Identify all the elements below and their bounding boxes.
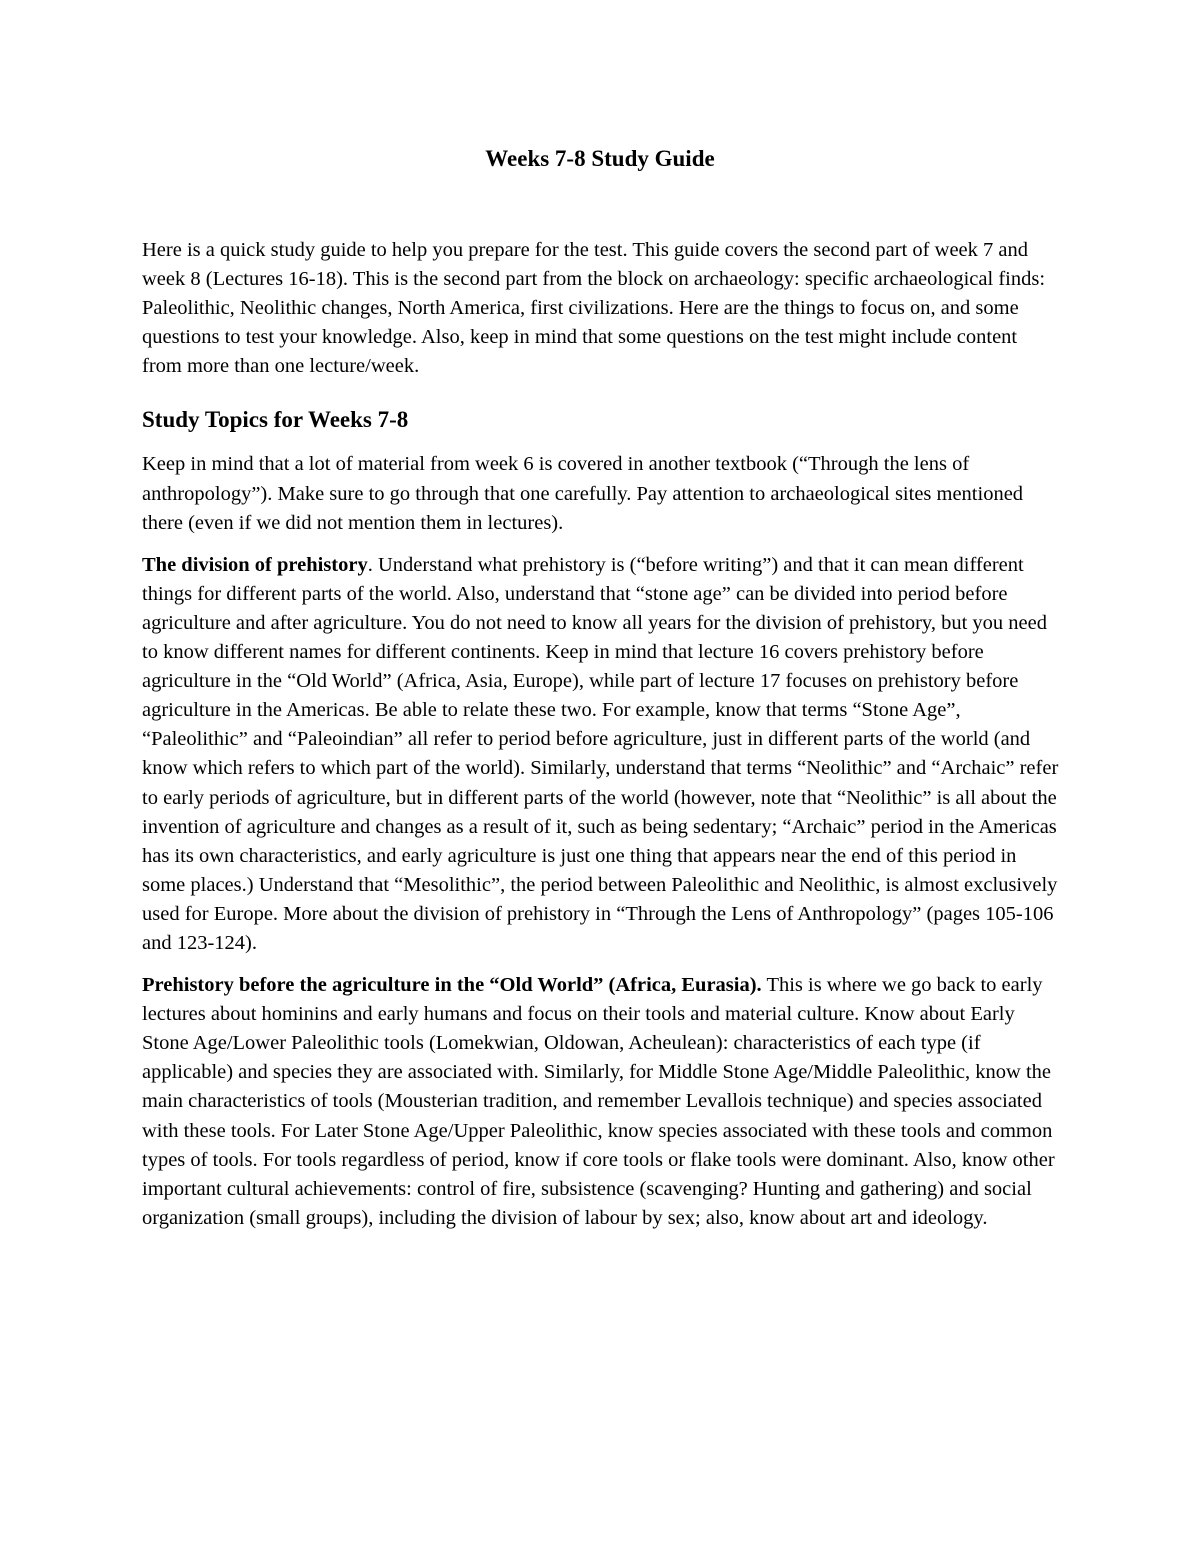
textbook-note-paragraph: Keep in mind that a lot of material from week 6 is covered in another textbook (“Through the lens of anthropology”). Make sure to go through that one carefully. Pay attention to archaeological sites mentioned there (even if we did not mention them in lectures).: [142, 453, 1024, 534]
old-world-body: This is where we go back to early lectures about hominins and early humans and focus on their tools and material culture. Know about Early Stone Age/Lower Paleolithic tools (Lomekwian, Oldowan, Acheulean): characteristics of each type (if applicable) and species they are associated with. Similarly, for Middle Stone Age/Middle Paleolithic, know the main characteristics of tools (Mousterian tradition, and remember Levallois technique) and species associated with these tools. For Later Stone Age/Upper Paleolithic, know species associated with these tools and common types of tools. For tools regardless of period, know if core tools or flake tools were dominant. Also, know other important cultural achievements: control of fire, subsistence (scavenging? Hunting and gathering) and social organization (small groups), including the division of labour by sex; also, know about art and ideology.: [142, 974, 1055, 1229]
intro-paragraph: Here is a quick study guide to help you prepare for the test. This guide covers the second part of week 7 and week 8 (Lectures 16-18). This is the second part from the block on archaeology: specific archaeological finds: Paleolithic, Neolithic changes, North America, first civilizations. Here are the things to focus on, and some questions to test your knowledge. Also, keep in mind that some questions on the test might include content from more than one lecture/week.: [142, 239, 1046, 378]
old-world-paragraph: [142, 971, 1062, 1233]
division-of-prehistory-paragraph: [142, 551, 1062, 958]
document-title: Weeks 7-8 Study Guide: [485, 146, 715, 171]
division-lead: The division of prehistory: [142, 553, 368, 576]
section-heading: Study Topics for Weeks 7-8: [142, 407, 409, 433]
division-body: . Understand what prehistory is (“before writing”) and that it can mean different things for different parts of the world. Also, understand that “stone age” can be divided into period before agriculture and after agriculture. You do not need to know all years for the division of prehistory, but you need to know different names for different continents. Keep in mind that lecture 16 covers prehistory before agriculture in the “Old World” (Africa, Asia, Europe), while part of lecture 17 focuses on prehistory before agriculture in the Americas. Be able to relate these two. For example, know that terms “Stone Age”, “Paleolithic” and “Paleoindian” all refer to period before agriculture, just in different parts of the world (and know which refers to which part of the world). Similarly, understand that terms “Neolithic” and “Archaic” refer to early periods of agriculture, but in different parts of the world (however, note that “Neolithic” is all about the invention of agriculture and changes as a result of it, such as being sedentary; “Archaic” period in the Americas has its own characteristics, and early agriculture is just one thing that appears near the end of this period in some places.) Understand that “Mesolithic”, the period between Paleolithic and Neolithic, is almost exclusively used for Europe. More about the division of prehistory in “Through the Lens of Anthropology” (pages 105-106 and 123-124).: [142, 553, 1059, 954]
document-body: [142, 236, 1062, 1233]
old-world-lead: Prehistory before the agriculture in the “Old World” (Africa, Eurasia).: [142, 974, 762, 997]
